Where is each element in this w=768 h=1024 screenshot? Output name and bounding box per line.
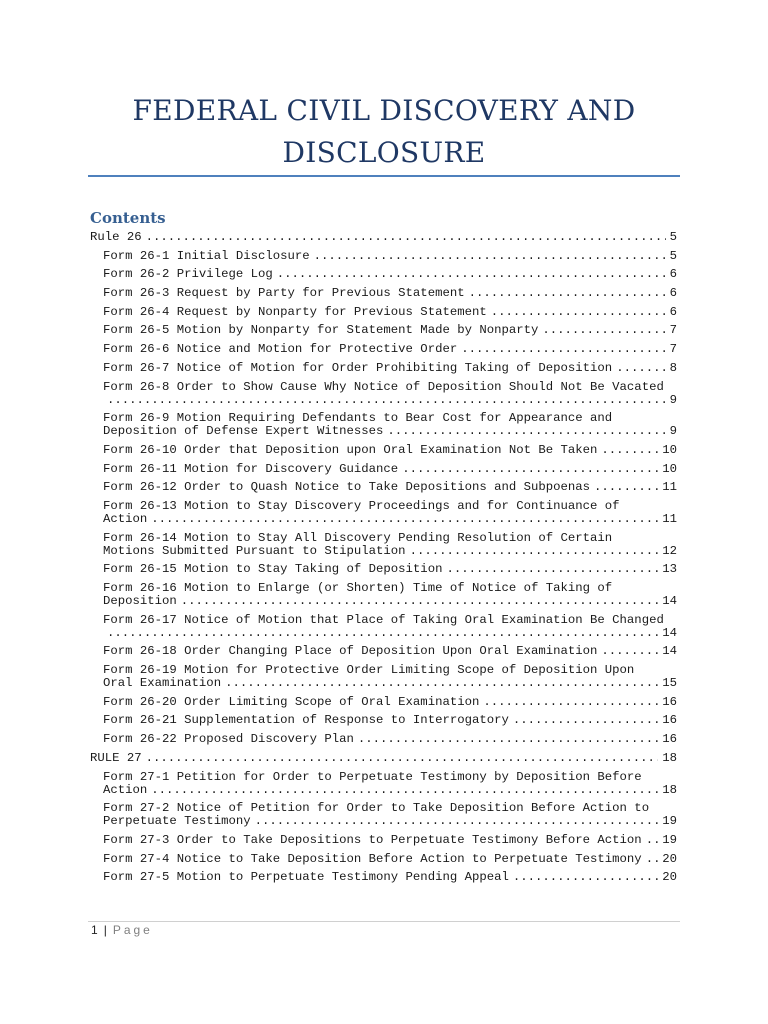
toc-entry-text: Form 26-17 Notice of Motion that Place of Taking Oral Examination Be Changed [103, 613, 664, 627]
title-divider [88, 175, 680, 177]
dot-leader [146, 752, 659, 765]
toc-page-number: 16 [662, 732, 677, 747]
toc-page-number: 11 [662, 511, 677, 526]
toc-entry[interactable] [90, 381, 677, 407]
toc-entry[interactable] [90, 834, 677, 847]
dot-leader [601, 645, 658, 658]
toc-page-number: 20 [662, 870, 677, 885]
toc-entry[interactable] [90, 463, 677, 476]
toc-entry[interactable] [90, 362, 677, 375]
dot-leader [410, 545, 659, 558]
dot-leader [225, 677, 658, 690]
toc-entry-text: Form 27-4 Notice to Take Deposition Before Action to Perpetuate Testimony [103, 851, 642, 866]
dot-leader [387, 425, 665, 438]
toc-entry-text: Rule 26 [90, 230, 142, 244]
dot-leader [277, 268, 666, 281]
toc-entry-text: Form 26-19 Motion for Protective Order Limiting Scope of Deposition Upon [103, 664, 635, 678]
dot-leader [107, 394, 666, 407]
dot-leader [107, 627, 658, 640]
toc-entry-text: Form 26-22 Proposed Discovery Plan [103, 732, 354, 747]
toc-entry-text: Form 26-1 Initial Disclosure [103, 248, 310, 263]
toc-entry[interactable] [90, 481, 677, 494]
toc-entry-text: Form 26-4 Request by Nonparty for Previous Statement [103, 304, 487, 319]
toc-entry-text: Form 26-7 Notice of Motion for Order Prohibiting Taking of Deposition [103, 360, 613, 375]
toc-entry-text: Perpetuate Testimony [103, 814, 251, 829]
toc-entry[interactable] [90, 853, 677, 866]
toc-entry-text: Action [103, 782, 148, 797]
dot-leader [646, 834, 659, 847]
toc-page-number: 8 [669, 360, 677, 375]
dot-leader [601, 444, 658, 457]
toc-page-number: 19 [662, 814, 677, 829]
toc-entry[interactable] [90, 444, 677, 457]
toc-entry-text: Form 27-5 Motion to Perpetuate Testimony Pending Appeal [103, 870, 509, 885]
toc-page-number: 16 [662, 713, 677, 728]
dot-leader [358, 733, 658, 746]
dot-leader [181, 595, 658, 608]
toc-entry-text: Form 27-2 Notice of Petition for Order to Take Deposition Before Action to [103, 802, 650, 816]
toc-entry[interactable] [90, 268, 677, 281]
dot-leader [146, 231, 666, 244]
dot-leader [483, 696, 658, 709]
toc-entry[interactable] [90, 231, 677, 244]
toc-entry[interactable] [90, 871, 677, 884]
toc-entry-text: Form 26-15 Motion to Stay Taking of Deposition [103, 562, 443, 577]
toc-entry[interactable] [90, 582, 677, 608]
toc-page-number: 19 [662, 832, 677, 847]
document-title: FEDERAL CIVIL DISCOVERY AND DISCLOSURE [132, 94, 636, 169]
toc-entry-text: Action [103, 511, 148, 526]
toc-entry[interactable] [90, 500, 677, 526]
dot-leader [513, 871, 658, 884]
footer-divider [88, 921, 680, 922]
toc-page-number: 12 [662, 543, 677, 558]
dot-leader [616, 362, 665, 375]
toc-page-number: 6 [669, 267, 677, 282]
toc-page-number: 9 [669, 392, 677, 407]
toc-entry-text: Form 26-21 Supplementation of Response to Interrogatory [103, 713, 509, 728]
toc-entry[interactable] [90, 714, 677, 727]
toc-page-number: 9 [669, 424, 677, 439]
toc-entry[interactable] [90, 664, 677, 690]
dot-leader [255, 815, 659, 828]
page-footer [91, 923, 153, 937]
toc-entry[interactable] [90, 563, 677, 576]
dot-leader [446, 563, 658, 576]
toc-page-number: 7 [669, 342, 677, 357]
dot-leader [314, 250, 666, 263]
toc-entry-text: Form 26-11 Motion for Discovery Guidance [103, 461, 399, 476]
toc-page-number: 5 [669, 248, 677, 263]
toc-entry[interactable] [90, 306, 677, 319]
contents-heading: Contents [90, 209, 166, 227]
toc-entry[interactable] [90, 287, 677, 300]
toc-entry[interactable] [90, 250, 677, 263]
dot-leader [469, 287, 666, 300]
toc-page-number: 14 [662, 625, 677, 640]
toc-entry[interactable] [90, 614, 677, 640]
toc-page-number: 10 [662, 442, 677, 457]
toc-entry-text: Form 26-16 Motion to Enlarge (or Shorten) Time of Notice of Taking of [103, 582, 613, 595]
table-of-contents [90, 231, 677, 890]
toc-entry[interactable] [90, 696, 677, 709]
dot-leader [151, 513, 658, 526]
toc-entry[interactable] [90, 733, 677, 746]
toc-page-number: 18 [662, 782, 677, 797]
toc-entry-text: Form 27-1 Petition for Order to Perpetuate Testimony by Deposition Before [103, 770, 642, 784]
toc-page-number: 14 [662, 644, 677, 659]
toc-entry-text: Deposition [103, 594, 177, 608]
toc-entry[interactable] [90, 802, 677, 828]
toc-entry-text: Oral Examination [103, 676, 222, 691]
toc-entry[interactable] [90, 645, 677, 658]
toc-entry[interactable] [90, 324, 677, 337]
toc-page-number: 20 [662, 851, 677, 866]
toc-entry[interactable] [90, 412, 677, 438]
toc-entry-text: RULE 27 [90, 750, 142, 765]
toc-entry-text: Form 26-12 Order to Quash Notice to Take Depositions and Subpoenas [103, 480, 591, 495]
toc-entry-text: Form 26-8 Order to Show Cause Why Notice of Deposition Should Not Be Vacated [103, 380, 664, 394]
toc-entry-text: Form 26-5 Motion by Nonparty for Statement Made by Nonparty [103, 323, 539, 338]
toc-entry-text: Form 26-13 Motion to Stay Discovery Proceedings and for Continuance of [103, 499, 620, 513]
toc-entry-text: Deposition of Defense Expert Witnesses [103, 424, 384, 439]
toc-entry-text: Form 27-3 Order to Take Depositions to Perpetuate Testimony Before Action [103, 832, 642, 847]
toc-entry-text: Form 26-3 Request by Party for Previous Statement [103, 286, 465, 301]
dot-leader [151, 784, 658, 797]
toc-page-number: 16 [662, 694, 677, 709]
dot-leader [646, 853, 659, 866]
dot-leader [513, 714, 658, 727]
toc-page-number: 18 [662, 750, 677, 765]
toc-page-number: 7 [669, 323, 677, 338]
toc-entry[interactable] [90, 752, 677, 765]
toc-entry[interactable] [90, 532, 677, 558]
toc-page-number: 5 [669, 230, 677, 244]
toc-page-number: 11 [662, 480, 677, 495]
footer-separator: | [103, 923, 107, 937]
toc-page-number: 14 [662, 594, 677, 608]
toc-page-number: 6 [669, 304, 677, 319]
toc-entry-text: Form 26-18 Order Changing Place of Deposition Upon Oral Examination [103, 644, 598, 659]
dot-leader [461, 343, 665, 356]
toc-entry[interactable] [90, 343, 677, 356]
page-number: 1 [91, 923, 98, 937]
toc-entry-text: Form 26-9 Motion Requiring Defendants to Bear Cost for Appearance and [103, 412, 613, 426]
toc-entry-text: Motions Submitted Pursuant to Stipulation [103, 543, 406, 558]
toc-entry-text: Form 26-14 Motion to Stay All Discovery Pending Resolution of Certain [103, 531, 613, 545]
dot-leader [491, 306, 666, 319]
dot-leader [594, 481, 658, 494]
dot-leader [402, 463, 658, 476]
toc-page-number: 6 [669, 286, 677, 301]
toc-page-number: 10 [662, 461, 677, 476]
toc-entry-text: Form 26-2 Privilege Log [103, 267, 273, 282]
toc-page-number: 15 [662, 676, 677, 691]
toc-entry-text: Form 26-6 Notice and Motion for Protective Order [103, 342, 458, 357]
toc-entry-text: Form 26-20 Order Limiting Scope of Oral Examination [103, 694, 480, 709]
dot-leader [542, 324, 665, 337]
page-label: Page [112, 923, 153, 937]
toc-page-number: 13 [662, 562, 677, 577]
toc-entry[interactable] [90, 771, 677, 797]
toc-entry-text: Form 26-10 Order that Deposition upon Oral Examination Not Be Taken [103, 442, 598, 457]
